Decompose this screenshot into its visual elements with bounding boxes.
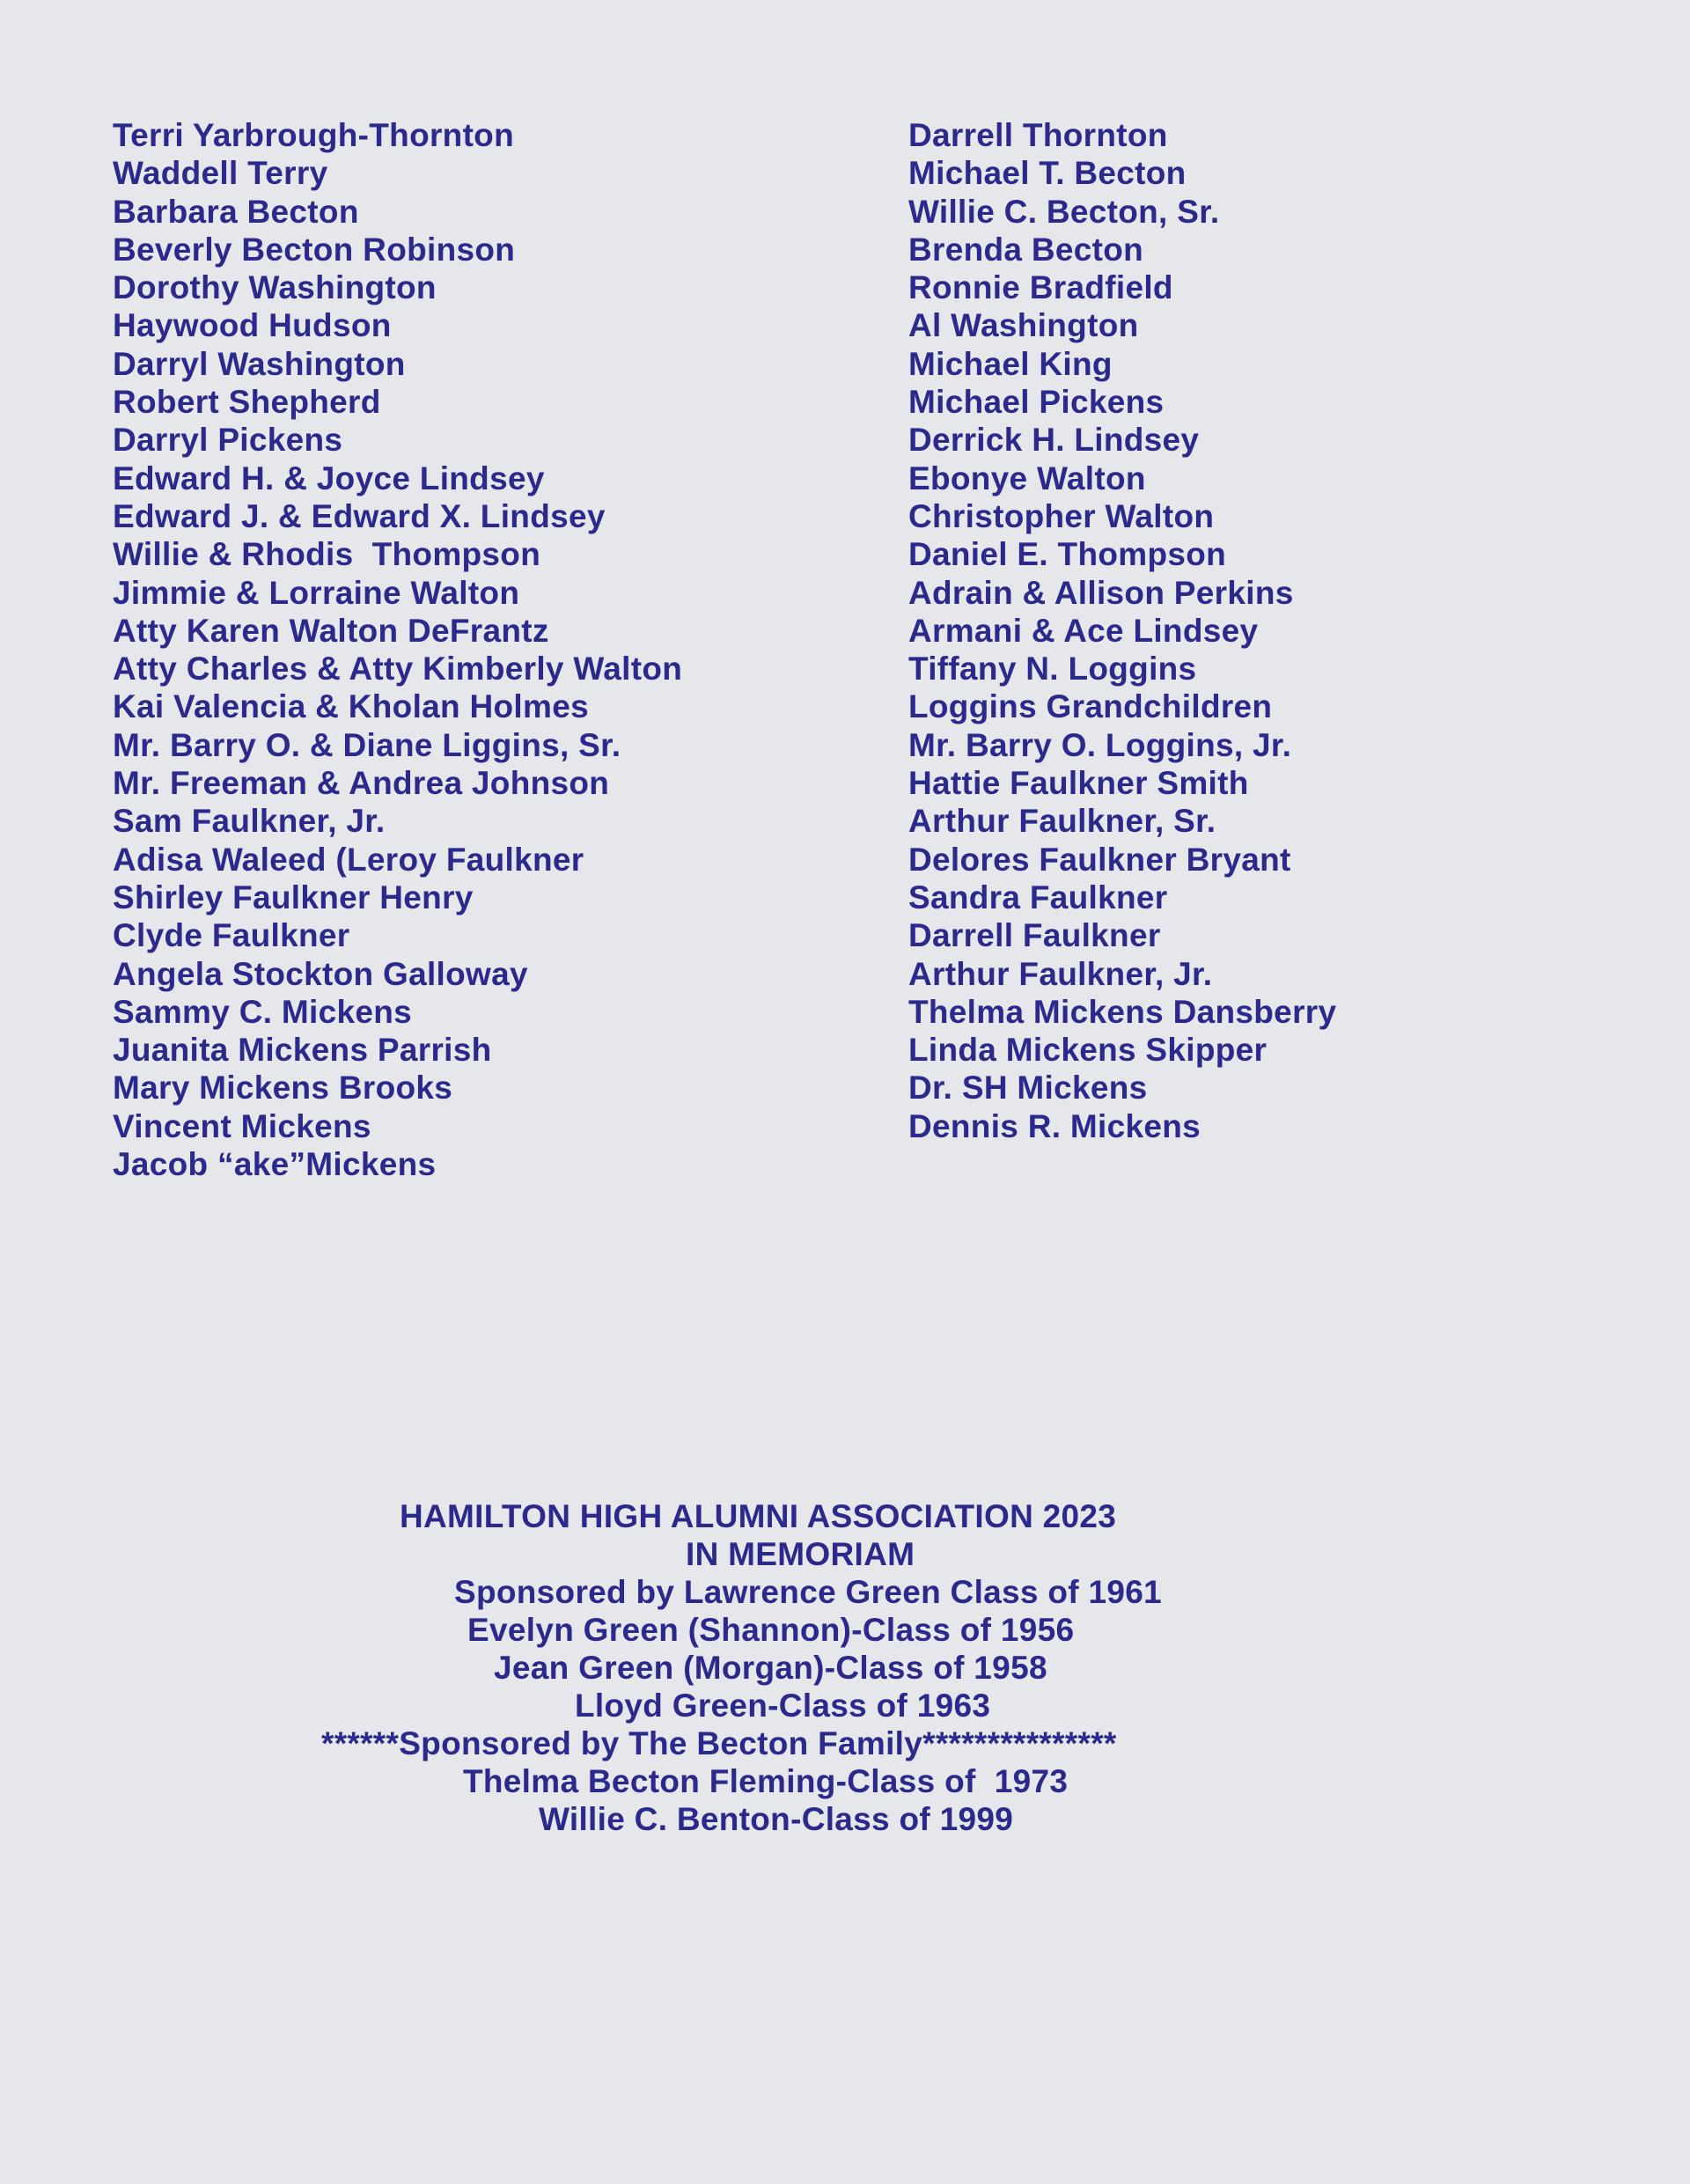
list-item: Edward J. & Edward X. Lindsey bbox=[113, 497, 606, 534]
list-item: Mr. Barry O. Loggins, Jr. bbox=[908, 726, 1292, 763]
list-item: Darryl Washington bbox=[113, 345, 406, 382]
list-item: Derrick H. Lindsey bbox=[908, 422, 1200, 459]
list-item: Armani & Ace Lindsey bbox=[908, 612, 1259, 649]
list-item: Jacob “ake”Mickens bbox=[113, 1146, 437, 1183]
list-item: Beverly Becton Robinson bbox=[113, 231, 516, 268]
list-item: Dennis R. Mickens bbox=[908, 1107, 1201, 1144]
list-item: Darrell Thornton bbox=[908, 117, 1168, 153]
list-item: Arthur Faulkner, Jr. bbox=[908, 955, 1213, 992]
memoriam-line: Willie C. Benton-Class of 1999 bbox=[539, 1801, 1014, 1837]
memoriam-line: Thelma Becton Fleming-Class of 1973 bbox=[463, 1763, 1069, 1799]
list-item: Atty Charles & Atty Kimberly Walton bbox=[113, 651, 683, 688]
list-item: Delores Faulkner Bryant bbox=[908, 841, 1291, 878]
list-item: Hattie Faulkner Smith bbox=[908, 765, 1249, 802]
list-item: Michael T. Becton bbox=[908, 155, 1187, 192]
list-item: Sandra Faulkner bbox=[908, 879, 1168, 916]
list-item: Vincent Mickens bbox=[113, 1107, 371, 1144]
sponsor-line: ******Sponsored by The Becton Family*************** bbox=[321, 1725, 1117, 1761]
list-item: Haywood Hudson bbox=[113, 307, 392, 344]
list-item: Brenda Becton bbox=[908, 231, 1144, 268]
memoriam-line: Lloyd Green-Class of 1963 bbox=[575, 1688, 991, 1724]
list-item: Mr. Barry O. & Diane Liggins, Sr. bbox=[113, 726, 621, 763]
list-item: Adrain & Allison Perkins bbox=[908, 574, 1294, 611]
list-item: Mary Mickens Brooks bbox=[113, 1070, 453, 1107]
list-item: Sammy C. Mickens bbox=[113, 993, 413, 1030]
list-item: Dr. SH Mickens bbox=[908, 1070, 1148, 1107]
memoriam-block bbox=[0, 1497, 1620, 1838]
list-item: Michael King bbox=[908, 345, 1113, 382]
list-item: Daniel E. Thompson bbox=[908, 536, 1227, 573]
list-item: Christopher Walton bbox=[908, 497, 1215, 534]
list-item: Linda Mickens Skipper bbox=[908, 1032, 1268, 1069]
list-item: Edward H. & Joyce Lindsey bbox=[113, 460, 545, 496]
memoriam-line: Jean Green (Morgan)-Class of 1958 bbox=[494, 1650, 1047, 1686]
list-item: Willie & Rhodis Thompson bbox=[113, 536, 541, 573]
left-name-column bbox=[113, 116, 852, 1183]
list-item: Darryl Pickens bbox=[113, 422, 343, 459]
memoriam-subtitle: IN MEMORIAM bbox=[686, 1536, 915, 1572]
list-item: Willie C. Becton, Sr. bbox=[908, 193, 1220, 230]
list-item: Michael Pickens bbox=[908, 384, 1165, 421]
list-item: Adisa Waleed (Leroy Faulkner bbox=[113, 841, 584, 878]
sponsor-line: Sponsored by Lawrence Green Class of 1961 bbox=[454, 1574, 1162, 1610]
list-item: Angela Stockton Galloway bbox=[113, 955, 528, 992]
list-item: Kai Valencia & Kholan Holmes bbox=[113, 688, 589, 725]
list-item: Atty Karen Walton DeFrantz bbox=[113, 612, 549, 649]
list-item: Waddell Terry bbox=[113, 155, 328, 192]
list-item: Darrell Faulkner bbox=[908, 917, 1161, 954]
list-item: Barbara Becton bbox=[113, 193, 359, 230]
list-item: Al Washington bbox=[908, 307, 1139, 344]
list-item: Clyde Faulkner bbox=[113, 917, 350, 954]
list-item: Jimmie & Lorraine Walton bbox=[113, 574, 520, 611]
list-item: Dorothy Washington bbox=[113, 269, 437, 306]
list-item: Arthur Faulkner, Sr. bbox=[908, 803, 1216, 840]
list-item: Ebonye Walton bbox=[908, 460, 1146, 496]
memoriam-title: HAMILTON HIGH ALUMNI ASSOCIATION 2023 bbox=[400, 1498, 1117, 1534]
list-item: Shirley Faulkner Henry bbox=[113, 879, 474, 916]
list-item: Mr. Freeman & Andrea Johnson bbox=[113, 765, 610, 802]
list-item: Juanita Mickens Parrish bbox=[113, 1032, 492, 1069]
list-item: Thelma Mickens Dansberry bbox=[908, 993, 1337, 1030]
list-item: Tiffany N. Loggins bbox=[908, 651, 1197, 688]
list-item: Ronnie Bradfield bbox=[908, 269, 1173, 306]
list-item: Robert Shepherd bbox=[113, 384, 381, 421]
list-item: Loggins Grandchildren bbox=[908, 688, 1273, 725]
list-item: Terri Yarbrough-Thornton bbox=[113, 117, 514, 153]
memoriam-line: Evelyn Green (Shannon)-Class of 1956 bbox=[467, 1612, 1075, 1648]
list-item: Sam Faulkner, Jr. bbox=[113, 803, 386, 840]
right-name-column bbox=[908, 116, 1648, 1145]
